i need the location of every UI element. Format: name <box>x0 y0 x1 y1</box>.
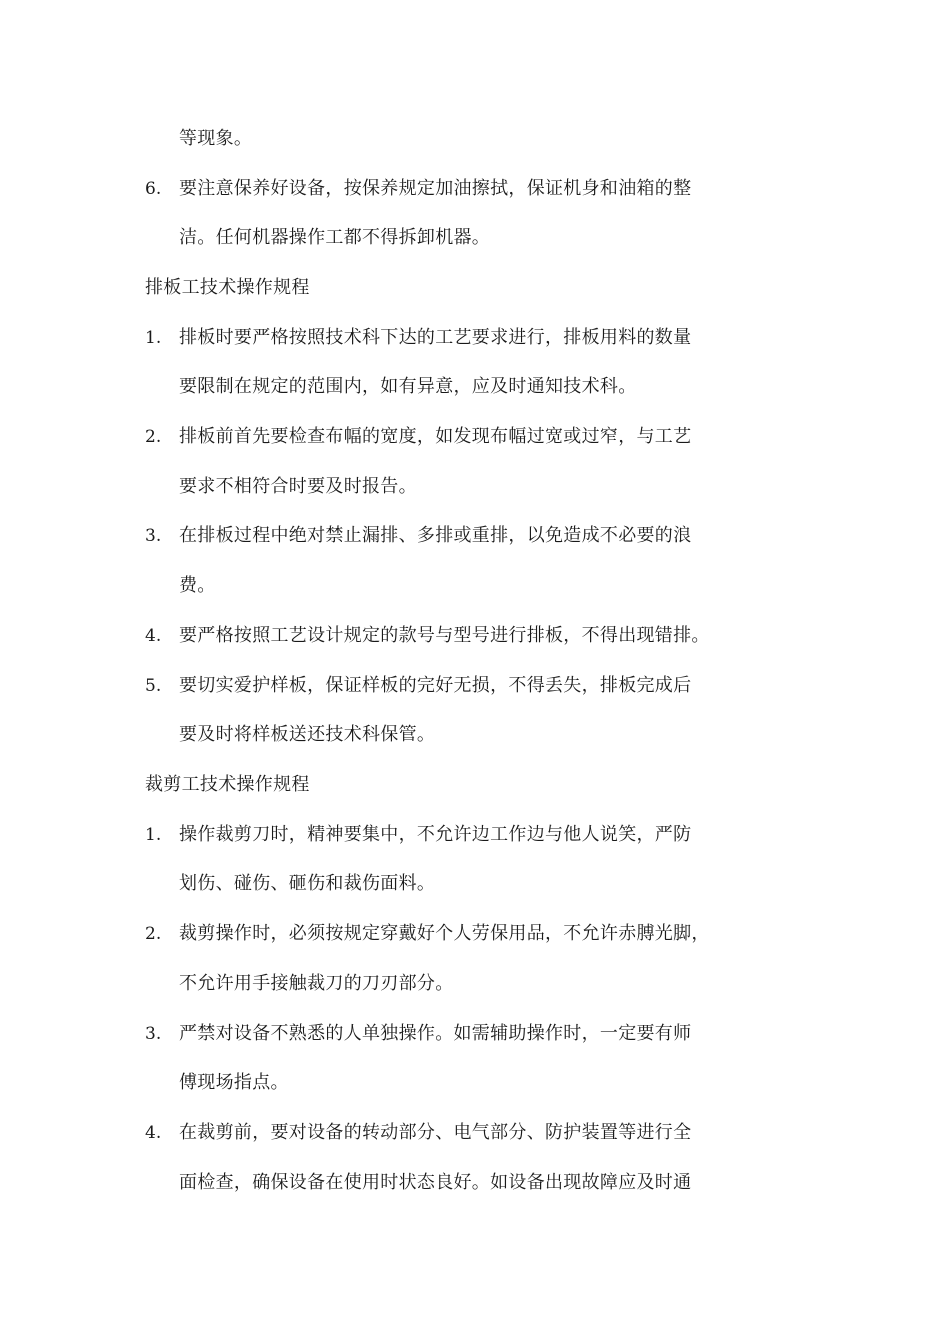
paiban-item-4-line-1: 要严格按照工艺设计规定的款号与型号进行排板，不得出现错排。 <box>179 625 710 646</box>
caijian-item-4-line-2: 面检查，确保设备在使用时状态良好。如设备出现故障应及时通 <box>179 1172 692 1193</box>
caijian-item-1-line-2: 划伤、碰伤、砸伤和裁伤面料。 <box>179 873 436 894</box>
section-heading-caijian: 裁剪工技术操作规程 <box>145 774 310 795</box>
paiban-item-3-line-1: 在排板过程中绝对禁止漏排、多排或重排，以免造成不必要的浪 <box>179 525 692 546</box>
paiban-item-1-line-2: 要限制在规定的范围内，如有异意，应及时通知技术科。 <box>179 376 637 397</box>
item-6-line-2: 洁。任何机器操作工都不得拆卸机器。 <box>179 227 491 248</box>
paiban-item-2-line-2: 要求不相符合时要及时报告。 <box>179 476 417 497</box>
paiban-item-5-line-1: 要切实爱护样板，保证样板的完好无损，不得丢失，排板完成后 <box>179 675 692 696</box>
caijian-item-3-line-1: 严禁对设备不熟悉的人单独操作。如需辅助操作时，一定要有师 <box>179 1023 692 1044</box>
paiban-item-3-line-2: 费。 <box>179 575 216 596</box>
item-6-number: 6. <box>145 179 162 199</box>
paiban-item-3-number: 3. <box>145 526 162 546</box>
caijian-item-1-line-1: 操作裁剪刀时，精神要集中，不允许边工作边与他人说笑，严防 <box>179 824 692 845</box>
paiban-item-5-number: 5. <box>145 676 162 696</box>
section-heading-paiban: 排板工技术操作规程 <box>145 277 310 298</box>
continuation-text: 等现象。 <box>179 128 253 149</box>
caijian-item-1-number: 1. <box>145 825 162 845</box>
caijian-item-2-number: 2. <box>145 924 162 944</box>
paiban-item-4-number: 4. <box>145 626 162 646</box>
item-6-line-1: 要注意保养好设备，按保养规定加油擦拭，保证机身和油箱的整 <box>179 178 692 199</box>
caijian-item-2-line-1: 裁剪操作时，必须按规定穿戴好个人劳保用品，不允许赤膊光脚， <box>179 923 710 944</box>
paiban-item-1-line-1: 排板时要严格按照技术科下达的工艺要求进行，排板用料的数量 <box>179 327 692 348</box>
paiban-item-2-number: 2. <box>145 427 162 447</box>
paiban-item-1-number: 1. <box>145 328 162 348</box>
paiban-item-5-line-2: 要及时将样板送还技术科保管。 <box>179 724 436 745</box>
caijian-item-3-line-2: 傅现场指点。 <box>179 1072 289 1093</box>
paiban-item-2-line-1: 排板前首先要检查布幅的宽度，如发现布幅过宽或过窄，与工艺 <box>179 426 692 447</box>
caijian-item-4-number: 4. <box>145 1123 162 1143</box>
caijian-item-3-number: 3. <box>145 1024 162 1044</box>
caijian-item-4-line-1: 在裁剪前，要对设备的转动部分、电气部分、防护装置等进行全 <box>179 1122 692 1143</box>
caijian-item-2-line-2: 不允许用手接触裁刀的刀刃部分。 <box>179 973 454 994</box>
